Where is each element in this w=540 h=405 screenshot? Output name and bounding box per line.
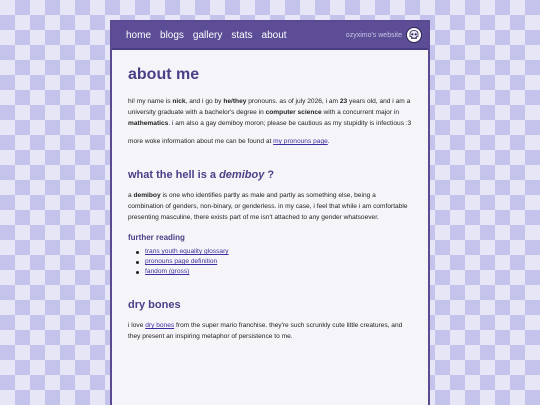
nav-home-link[interactable]: home	[126, 29, 152, 41]
intro-minor: mathematics	[128, 120, 169, 127]
intro-text-6: . i am also a gay demiboy moron; please be cautious as my stupidity is infectious :3	[168, 120, 412, 127]
nav-about-link[interactable]: about	[261, 29, 287, 41]
nav-stats-link[interactable]: stats	[231, 29, 253, 41]
bullet-icon	[136, 261, 139, 264]
intro-age: 23	[339, 98, 348, 105]
further-reading-heading: further reading	[128, 233, 185, 242]
skull-avatar-icon	[407, 28, 421, 42]
bullet-icon	[136, 251, 139, 254]
dry-bones-link[interactable]: dry bones	[145, 322, 175, 329]
demiboy-heading-text-2: ?	[264, 169, 275, 181]
nav-gallery-link[interactable]: gallery	[192, 29, 223, 41]
intro-text-1: hi! my name is	[128, 98, 173, 105]
demiboy-text-2: is one who identifies partly as male and partly as something else, being a combination of genders, non-binary, or genderless. in my case, i feel that while i am comfortable presenting masculine, there exists part of me isn't attached to any gender whatsoever.	[128, 192, 408, 221]
demiboy-heading-text-1: what the hell is a	[128, 169, 220, 181]
intro-text-3: pronouns. as of july 2026, i am	[246, 98, 340, 105]
intro-paragraph	[128, 96, 412, 129]
dry-bones-text-1: i love	[128, 322, 146, 329]
pronouns-text-1: more woke information about me can be found at	[128, 138, 274, 145]
pronouns-text-2: .	[327, 138, 330, 145]
list-item	[136, 257, 412, 267]
pronouns-definition-link[interactable]: pronouns page definition	[145, 258, 218, 265]
dry-bones-text-2: from the super mario franchise. they're such scrunkly cute little creatures, and they present an inspiring metaphor of persistence to me.	[128, 322, 403, 340]
avatar[interactable]	[406, 27, 422, 43]
demiboy-heading	[128, 169, 412, 181]
demiboy-heading-emphasis: demiboy	[219, 169, 265, 181]
pronouns-page-link[interactable]: my pronouns page	[273, 138, 328, 145]
dry-bones-paragraph	[128, 320, 412, 342]
nav-blogs-link[interactable]: blogs	[160, 29, 184, 41]
page-title: about me	[128, 66, 200, 83]
intro-name: nick	[172, 98, 186, 105]
further-reading-list	[136, 247, 412, 277]
list-item	[136, 247, 412, 257]
intro-text-5: with a concurrent major in	[321, 109, 400, 116]
main-content	[112, 50, 428, 342]
demiboy-paragraph	[128, 190, 412, 223]
demiboy-text-1: a	[128, 192, 134, 199]
intro-pronouns: he/they	[223, 98, 247, 105]
dry-bones-heading: dry bones	[128, 299, 181, 311]
glossary-link[interactable]: trans youth equality glossary	[145, 248, 229, 255]
top-navbar	[112, 22, 428, 50]
list-item	[136, 267, 412, 277]
intro-major: computer science	[265, 109, 322, 116]
bullet-icon	[136, 271, 139, 274]
intro-text-2: , and i go by	[185, 98, 224, 105]
fandom-link[interactable]: fandom (gross)	[145, 268, 190, 275]
page-frame	[110, 20, 430, 405]
intro-text-4: years old, and i am a university graduate with a bachelor's degree in	[128, 98, 411, 116]
site-name: ozyximo's website	[345, 31, 402, 39]
demiboy-term: demiboy	[133, 192, 161, 199]
pronouns-paragraph	[128, 136, 412, 147]
